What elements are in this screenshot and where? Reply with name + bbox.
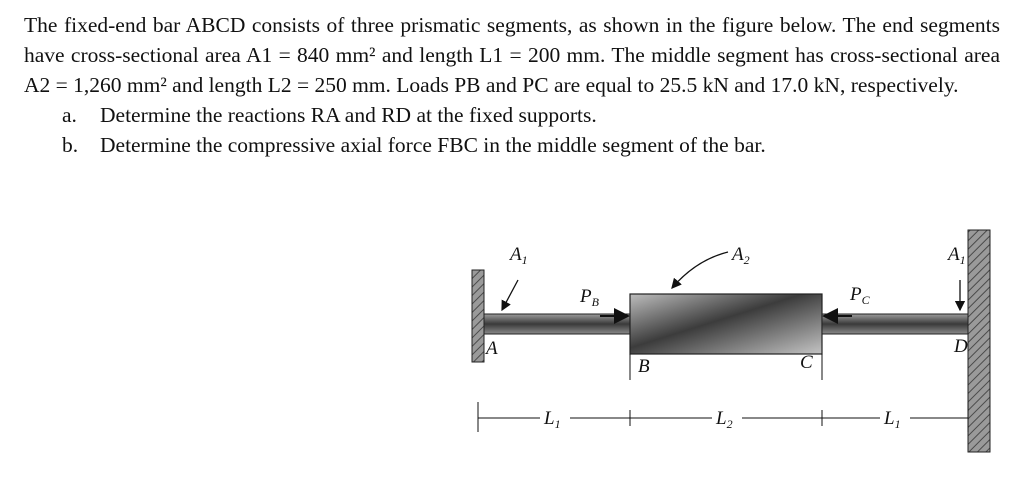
bar-figure (460, 222, 1000, 484)
left-wall-support (472, 270, 484, 362)
point-c-label: C (800, 352, 813, 373)
bar-diagram (460, 222, 1000, 484)
label-pb: $P_B$ (580, 286, 599, 309)
dim-label-l1-right: $L_1$ (884, 408, 901, 431)
problem-statement (24, 10, 1000, 160)
segment-bc (630, 294, 822, 354)
point-a-label: A (486, 338, 498, 359)
point-d-label: D (954, 336, 968, 357)
dim-label-l2: $L_2$ (716, 408, 733, 431)
label-a2: $A_2$ (732, 244, 750, 267)
dim-label-l1-left: $L_1$ (544, 408, 561, 431)
part-b-text: Determine the compressive axial force FBC in the middle segment of the bar. (100, 133, 766, 157)
problem-parts-list (24, 100, 1000, 160)
problem-paragraph: The fixed-end bar ABCD consists of three prismatic segments, as shown in the figure below. The end segments have cross-sectional area A1 = 840 mm² and length L1 = 200 mm. The middle segment has cross-sectional area A2 = 1,260 mm² and length L2 = 250 mm. Loads PB and PC are equal to 25.5 kN and 17.0 kN, respectively. (24, 13, 1000, 97)
label-a1-right: $A_1$ (948, 244, 966, 267)
part-b-marker: b. (62, 133, 79, 157)
part-a-text: Determine the reactions RA and RD at the fixed supports. (100, 103, 597, 127)
leader-a1-left (502, 280, 518, 310)
label-a1-left: $A_1$ (510, 244, 528, 267)
label-pc: $P_C$ (850, 284, 870, 307)
leader-a2 (672, 252, 728, 288)
right-wall-support (968, 230, 990, 452)
point-b-label: B (638, 356, 650, 377)
part-a-marker: a. (62, 103, 77, 127)
problem-part-a (24, 100, 1000, 130)
problem-part-b (24, 130, 1000, 160)
